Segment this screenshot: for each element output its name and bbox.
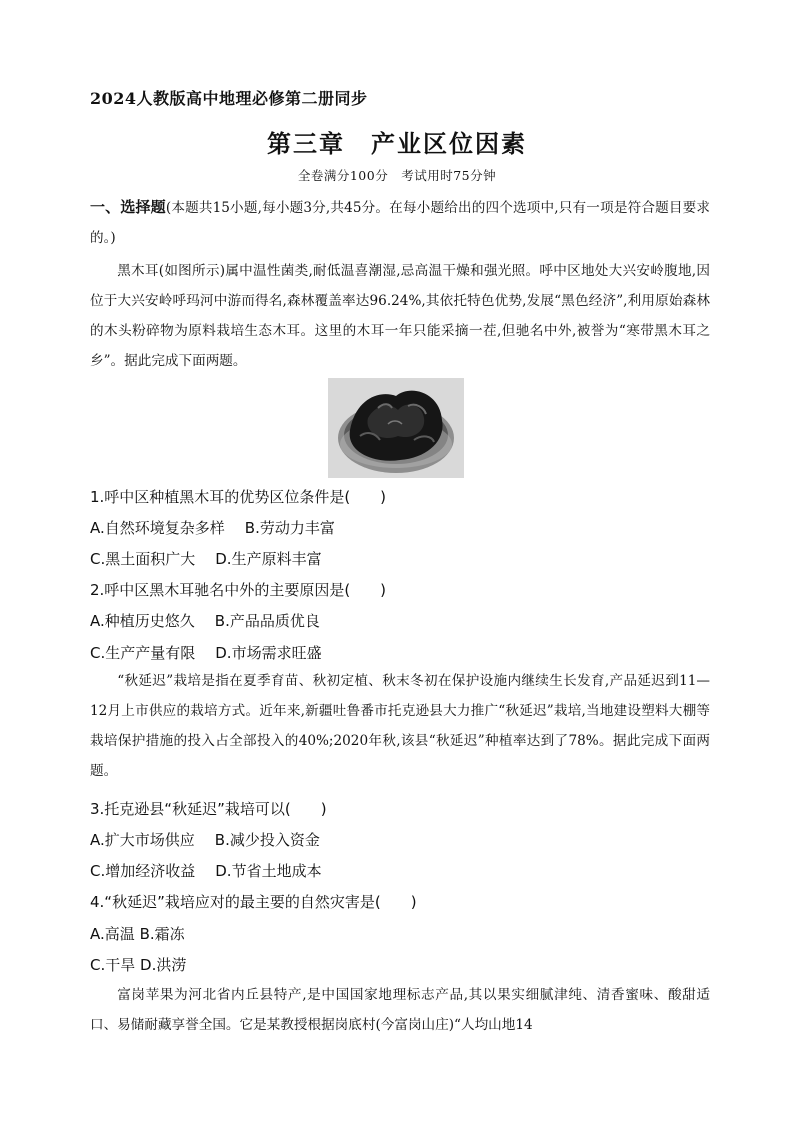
chapter-title [0, 124, 794, 159]
series-title: 2024人教版高中地理必修第二册同步 [90, 89, 368, 108]
question-4-options-row-1 [90, 924, 185, 944]
section-instructions: (本题共15小题,每小题3分,共45分。在每小题给出的四个选项中,只有一项是符合题目要求的。) [90, 200, 710, 246]
black-fungus-photo-icon [328, 378, 464, 478]
chapter-name: 产业区位因素 [371, 130, 527, 158]
passage-autumn-delay: “秋延迟”栽培是指在夏季育苗、秋初定植、秋末冬初在保护设施内继续生长发育,产品延迟到11—12月上市供应的栽培方式。近年来,新疆吐鲁番市托克逊县大力推广“秋延迟”栽培,当地建设塑料大棚等栽培保护措施的投入占全部投入的40%;2020年秋,该县“秋延迟”种植率达到了78%。据此完成下面两题。 [90, 673, 710, 779]
question-2-option-c: C.生产产量有限 [90, 644, 196, 662]
exam-info: 全卷满分100分 考试用时75分钟 [297, 168, 497, 183]
question-2-stem: 2.呼中区黑木耳驰名中外的主要原因是( ) [90, 581, 387, 599]
question-2-option-b: B.产品品质优良 [214, 612, 320, 630]
question-1-stem: 1.呼中区种植黑木耳的优势区位条件是( ) [90, 488, 387, 506]
chapter-number: 第三章 [267, 130, 345, 158]
question-1-options-row-1 [90, 518, 335, 538]
question-1-option-c: C.黑土面积广大 [90, 550, 196, 568]
question-2-option-d: D.市场需求旺盛 [215, 644, 322, 662]
question-2-options-row-1 [90, 611, 320, 631]
question-1-option-d: D.生产原料丰富 [215, 550, 322, 568]
passage-fugang-apple: 富岗苹果为河北省内丘县特产,是中国国家地理标志产品,其以果实细腻津纯、清香蜜味、酸甜适口、易储耐藏享誉全国。它是某教授根据岗底村(今富岗山庄)“人均山地14 [90, 987, 710, 1033]
question-3-option-a: A.扩大市场供应 [90, 831, 195, 849]
question-4-option-d: D.洪涝 [140, 956, 187, 974]
question-3-option-d: D.节省土地成本 [215, 862, 322, 880]
question-2-options-row-2 [90, 643, 322, 663]
passage-black-fungus: 黑木耳(如图所示)属中温性菌类,耐低温喜潮湿,忌高温干燥和强光照。呼中区地处大兴安岭腹地,因位于大兴安岭呼玛河中游而得名,森林覆盖率达96.24%,其依托特色优势,发展“黑色经济”,利用原始森林的木头粉碎物为原料栽培生态木耳。这里的木耳一年只能采摘一茬,但驰名中外,被誉为“寒带黑木耳之乡”。据此完成下面两题。 [90, 263, 710, 369]
question-3-options-row-2 [90, 861, 322, 881]
question-4-options-row-2 [90, 955, 186, 975]
section-heading [90, 192, 710, 253]
question-3-options-row-1 [90, 830, 320, 850]
question-2-option-a: A.种植历史悠久 [90, 612, 195, 630]
question-4-option-b: B.霜冻 [139, 925, 185, 943]
question-1-option-a: A.自然环境复杂多样 [90, 519, 225, 537]
section-label: 一、选择题 [90, 198, 166, 216]
question-3-option-b: B.减少投入资金 [214, 831, 320, 849]
question-1-option-b: B.劳动力丰富 [244, 519, 335, 537]
question-3-stem: 3.托克逊县“秋延迟”栽培可以( ) [90, 800, 327, 818]
black-fungus-illustration [328, 378, 464, 478]
question-1-options-row-2 [90, 549, 322, 569]
question-4-option-c: C.干旱 [90, 956, 136, 974]
question-4-option-a: A.高温 [90, 925, 135, 943]
question-3-option-c: C.增加经济收益 [90, 862, 196, 880]
question-4-stem: 4.“秋延迟”栽培应对的最主要的自然灾害是( ) [90, 893, 417, 911]
